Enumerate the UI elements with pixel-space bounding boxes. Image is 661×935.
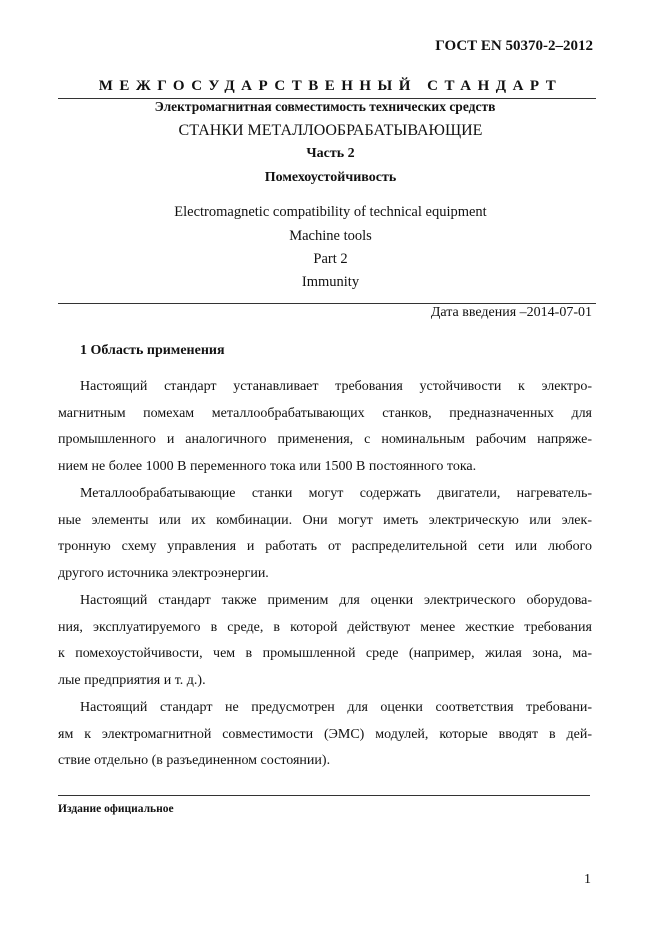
subtitle-ru: Помехоустойчивость [264, 170, 397, 185]
paragraph-line: промышленного и аналогичного применения, с номинальным рабочим напряже- [58, 432, 592, 447]
paragraph-line: ния, эксплуатируемого в среде, в которой действуют менее жесткие требования [58, 619, 592, 635]
subtitle-en: Immunity [301, 274, 360, 290]
paragraph-line: ям к электромагнитной совместимости (ЭМС) модулей, которые вводят в дей- [58, 726, 592, 742]
subject-ru: Электромагнитная совместимость технических средств [154, 99, 496, 114]
paragraph-line: лые предприятия и т. д.). [58, 672, 206, 688]
standard-type-heading: МЕЖГОСУДАРСТВЕННЫЙ СТАНДАРТ [98, 78, 563, 94]
title-divider [58, 303, 596, 304]
part-ru: Часть 2 [306, 146, 355, 161]
paragraph-machines [58, 481, 592, 587]
paragraph-line: Настоящий стандарт также применим для оценки электрического оборудова- [80, 593, 592, 608]
subject-en: Electromagnetic compatibility of technical equipment [174, 204, 487, 220]
part-en: Part 2 [313, 251, 348, 267]
document-code: ГОСТ EN 50370-2–2012 [435, 38, 593, 54]
paragraph-scope [58, 374, 592, 480]
paragraph-line: другого источника электроэнергии. [58, 565, 269, 581]
page-number: 1 [584, 872, 591, 887]
paragraph-line: Металлообрабатывающие станки могут содержать двигатели, нагреватель- [80, 486, 592, 501]
paragraph-line: тронную схему управления и работать от распределительной сети или любого [58, 539, 592, 554]
introduction-date: Дата введения –2014-07-01 [430, 305, 592, 320]
paragraph-line: нием не более 1000 В переменного тока или 1500 В постоянного тока. [58, 458, 477, 474]
paragraph-exclusion [58, 695, 592, 775]
official-edition-label: Издание официальное [58, 803, 174, 815]
paragraph-line: к помехоустойчивости, чем в промышленной среде (например, жилая зона, ма- [58, 646, 592, 661]
section-heading: 1 Область применения [80, 343, 225, 358]
footer-divider [58, 795, 590, 796]
paragraph-line: ствие отдельно (в разъединенном состоянии). [58, 753, 331, 768]
paragraph-line: ные элементы или их комбинации. Они могут иметь электрическую или элек- [58, 512, 592, 528]
paragraph-line: Настоящий стандарт устанавливает требования устойчивости к электро- [80, 379, 592, 394]
paragraph-application [58, 588, 592, 694]
paragraph-line: Настоящий стандарт не предусмотрен для оценки соответствия требовани- [80, 700, 592, 715]
paragraph-line: магнитным помехам металлообрабатывающих станков, предназначенных для [58, 405, 592, 421]
title-en: Machine tools [289, 228, 372, 244]
title-ru: СТАНКИ МЕТАЛЛООБРАБАТЫВАЮЩИЕ [178, 122, 483, 139]
